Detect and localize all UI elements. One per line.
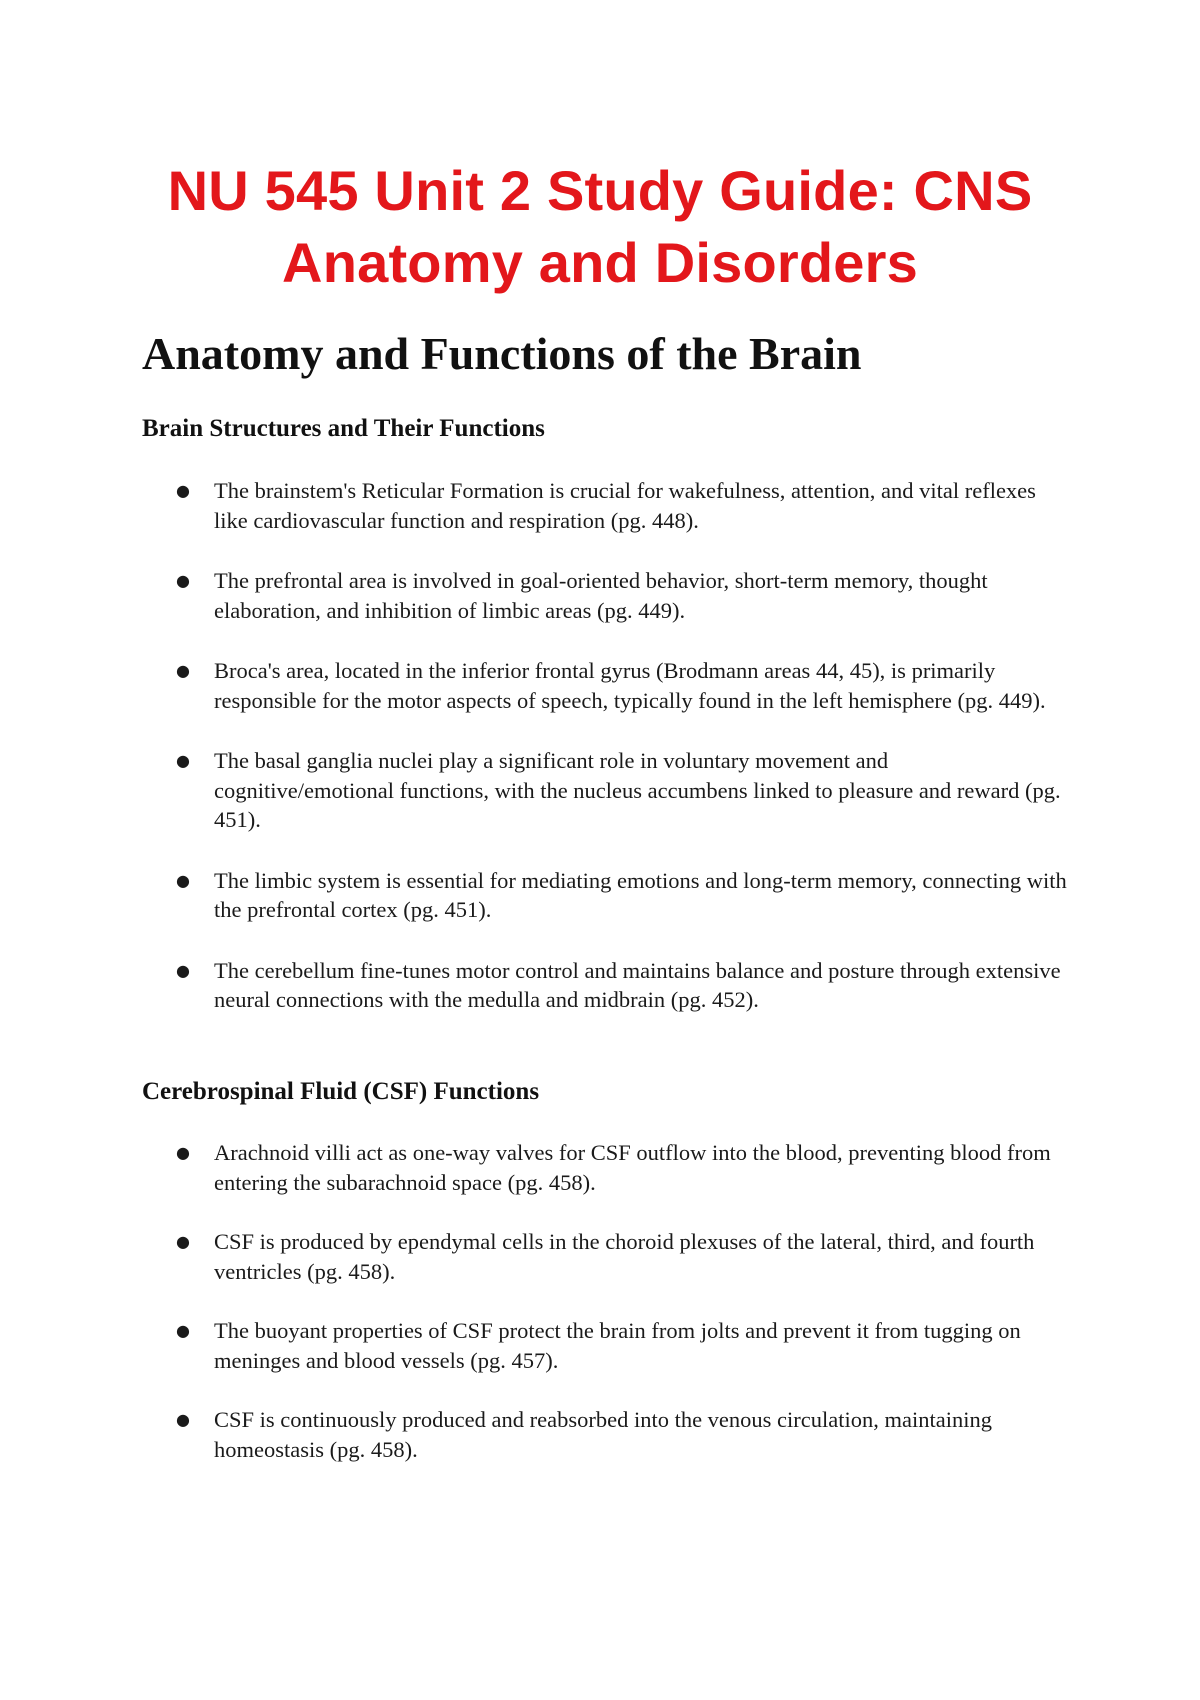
bullet-icon: ● — [176, 1321, 190, 1340]
bullet-icon: ● — [176, 481, 190, 500]
list-item-text: The basal ganglia nuclei play a significant role in voluntary movement and cognitive/emotional functions, with the nucleus accumbens linked to pleasure and reward (pg. 451). — [214, 748, 1061, 832]
list-item — [172, 1316, 1072, 1375]
list-item — [172, 1138, 1072, 1197]
bullet-icon: ● — [176, 960, 190, 980]
list-item-text: CSF is continuously produced and reabsorbed into the venous circulation, maintaining homeostasis (pg. 458). — [214, 1407, 992, 1462]
csf-functions-list — [172, 1138, 1072, 1494]
subsection-heading-brain-structures: Brain Structures and Their Functions — [142, 415, 545, 442]
subsection-heading-csf-functions: Cerebrospinal Fluid (CSF) Functions — [142, 1078, 540, 1105]
list-item-text: The buoyant properties of CSF protect the brain from jolts and prevent it from tugging on meninges and blood vessels (pg. 457). — [214, 1318, 1021, 1373]
list-item — [172, 476, 1072, 535]
list-item-text: Arachnoid villi act as one-way valves for CSF outflow into the blood, preventing blood from entering the subarachnoid space (pg. 458). — [214, 1140, 1051, 1195]
list-item — [172, 956, 1072, 1015]
list-item — [172, 1227, 1072, 1286]
bullet-icon: ● — [176, 870, 190, 890]
bullet-icon: ● — [176, 571, 190, 590]
bullet-icon: ● — [176, 661, 190, 680]
list-item-text: The brainstem's Reticular Formation is crucial for wakefulness, attention, and vital reflexes like cardiovascular function and respiration (pg. 448). — [214, 478, 1036, 533]
list-item — [172, 866, 1072, 925]
brain-structures-list — [172, 476, 1072, 1046]
list-item — [172, 746, 1072, 835]
list-item-text: The prefrontal area is involved in goal-oriented behavior, short-term memory, thought elaboration, and inhibition of limbic areas (pg. 449). — [214, 568, 988, 623]
list-item-text: The limbic system is essential for mediating emotions and long-term memory, connecting with the prefrontal cortex (pg. 451). — [214, 867, 1067, 922]
bullet-icon: ● — [176, 1232, 190, 1251]
list-item-text: CSF is produced by ependymal cells in the choroid plexuses of the lateral, third, and fourth ventricles (pg. 458). — [214, 1229, 1035, 1284]
document-title: NU 545 Unit 2 Study Guide: CNS Anatomy and Disorders — [167, 159, 1033, 294]
list-item — [172, 656, 1072, 715]
section-heading: Anatomy and Functions of the Brain — [142, 328, 862, 379]
bullet-icon: ● — [176, 751, 190, 770]
bullet-icon: ● — [176, 1143, 190, 1162]
list-item-text: Broca's area, located in the inferior frontal gyrus (Brodmann areas 44, 45), is primarily responsible for the motor aspects of speech, typically found in the left hemisphere (pg. 449). — [214, 658, 1046, 713]
list-item — [172, 566, 1072, 625]
list-item — [172, 1405, 1072, 1464]
list-item-text: The cerebellum fine-tunes motor control and maintains balance and posture through extensive neural connections with the medulla and midbrain (pg. 452). — [214, 957, 1061, 1012]
bullet-icon: ● — [176, 1410, 190, 1429]
